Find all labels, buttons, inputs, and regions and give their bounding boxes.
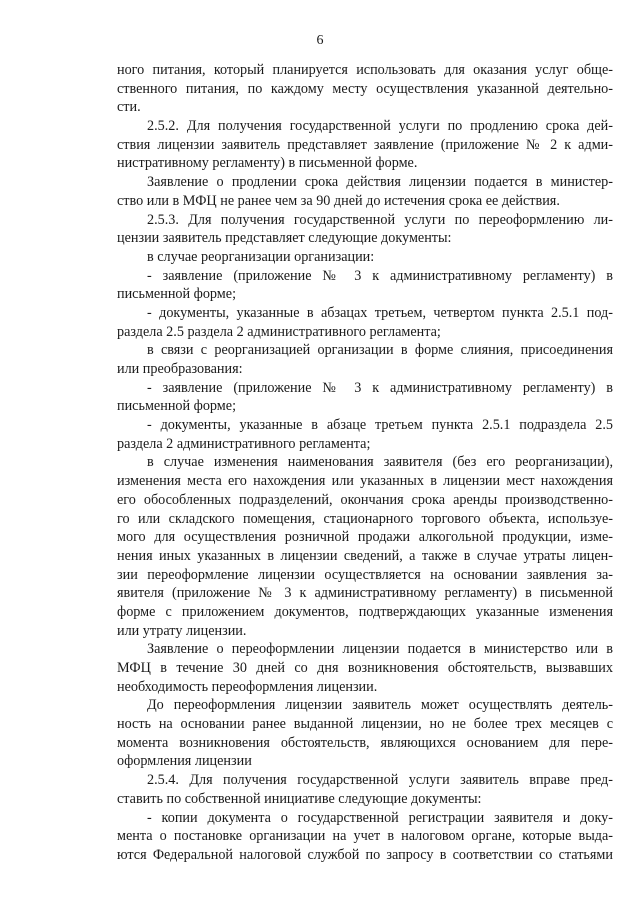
text-line: в случае изменения наименования заявителя (без его реорганизации),: [147, 454, 613, 471]
text-line: или преобразования:: [117, 361, 243, 377]
text-line: 2.5.4. Для получения государственной услуги заявитель вправе пред-: [147, 772, 613, 789]
text-line: нения иных указанных в лицензии сведений, а также в случае утраты лицен-: [117, 547, 613, 564]
text-line: необходимость переоформления лицензии.: [117, 678, 378, 695]
text-line: Заявление о продлении срока действия лицензии подается в министер-: [147, 174, 613, 191]
text-line: момента возникновения обстоятельств, являющихся основанием для пере-: [117, 734, 613, 751]
text-line: в связи с реорганизацией организации в форме слияния, присоединения: [147, 342, 613, 359]
text-line: явителя (приложение № 3 к административному регламенту) в письменной: [117, 585, 613, 602]
page-number: 6: [316, 33, 324, 48]
text-line: ственного питания, по каждому месту осуществления указанной деятельно-: [117, 80, 613, 97]
text-line: го или складского помещения, стационарного торгового объекта, используе-: [117, 510, 613, 527]
text-line: зии переоформление лицензии осуществляется на основании заявления за-: [117, 566, 613, 583]
text-line: - документы, указанные в абзаце третьем пункта 2.5.1 подраздела 2.5: [147, 417, 613, 434]
text-line: оформления лицензии: [117, 753, 252, 770]
text-line: ного питания, который планируется использовать для оказания услуг обще-: [117, 62, 613, 78]
text-line: форме с приложением документов, подтверждающих указанные изменения: [117, 603, 613, 620]
text-line: письменной форме;: [117, 286, 237, 303]
text-line: - документы, указанные в абзацах третьем, четвертом пункта 2.5.1 под-: [147, 304, 613, 321]
text-line: в случае реорганизации организации:: [147, 248, 375, 265]
text-line: 2.5.2. Для получения государственной услуги по продлению срока дей-: [147, 118, 613, 135]
text-line: нистративному регламенту) в письменной форме.: [117, 155, 418, 172]
text-line: раздела 2 административного регламента;: [117, 435, 371, 452]
text-line: 2.5.3. Для получения государственной услуги по переоформлению ли-: [147, 211, 613, 228]
text-line: сти.: [117, 99, 141, 116]
text-line: изменения места его нахождения или указанных в лицензии мест нахождения: [117, 473, 613, 490]
text-line: - заявление (приложение № 3 к административному регламенту) в: [147, 267, 613, 284]
text-line: или утрату лицензии.: [117, 622, 247, 639]
text-line: ствия лицензии заявитель представляет заявление (приложение № 2 к адми-: [117, 136, 613, 153]
document-body: [117, 61, 613, 865]
text-line: его обособленных подразделений, окончания срока аренды производственно-: [117, 491, 613, 508]
text-line: цензии заявитель представляет следующие документы:: [117, 230, 452, 247]
text-line: ство или в МФЦ не ранее чем за 90 дней до истечения срока ее действия.: [117, 192, 560, 209]
text-line: До переоформления лицензии заявитель может осуществлять деятель-: [147, 697, 613, 714]
text-line: - заявление (приложение № 3 к административному регламенту) в: [147, 379, 613, 396]
text-line: ются Федеральной налоговой службой по запросу в соответствии со статьями: [117, 846, 613, 863]
text-line: мого для осуществления розничной продажи алкогольной продукции, изме-: [117, 529, 613, 546]
text-line: МФЦ в течение 30 дней со дня возникновения обстоятельств, вызвавших: [117, 660, 613, 676]
text-line: Заявление о переоформлении лицензии подается в министерство или в: [147, 641, 613, 658]
text-line: ставить по собственной инициативе следующие документы:: [117, 790, 482, 807]
text-line: письменной форме;: [117, 398, 237, 415]
text-line: ность на основании ранее выданной лицензии, но не более трех месяцев с: [117, 716, 613, 733]
text-line: мента о постановке организации на учет в налоговом органе, которые выда-: [117, 828, 613, 845]
text-line: - копии документа о государственной регистрации заявителя и доку-: [147, 809, 613, 826]
text-line: раздела 2.5 раздела 2 административного регламента;: [117, 323, 441, 340]
